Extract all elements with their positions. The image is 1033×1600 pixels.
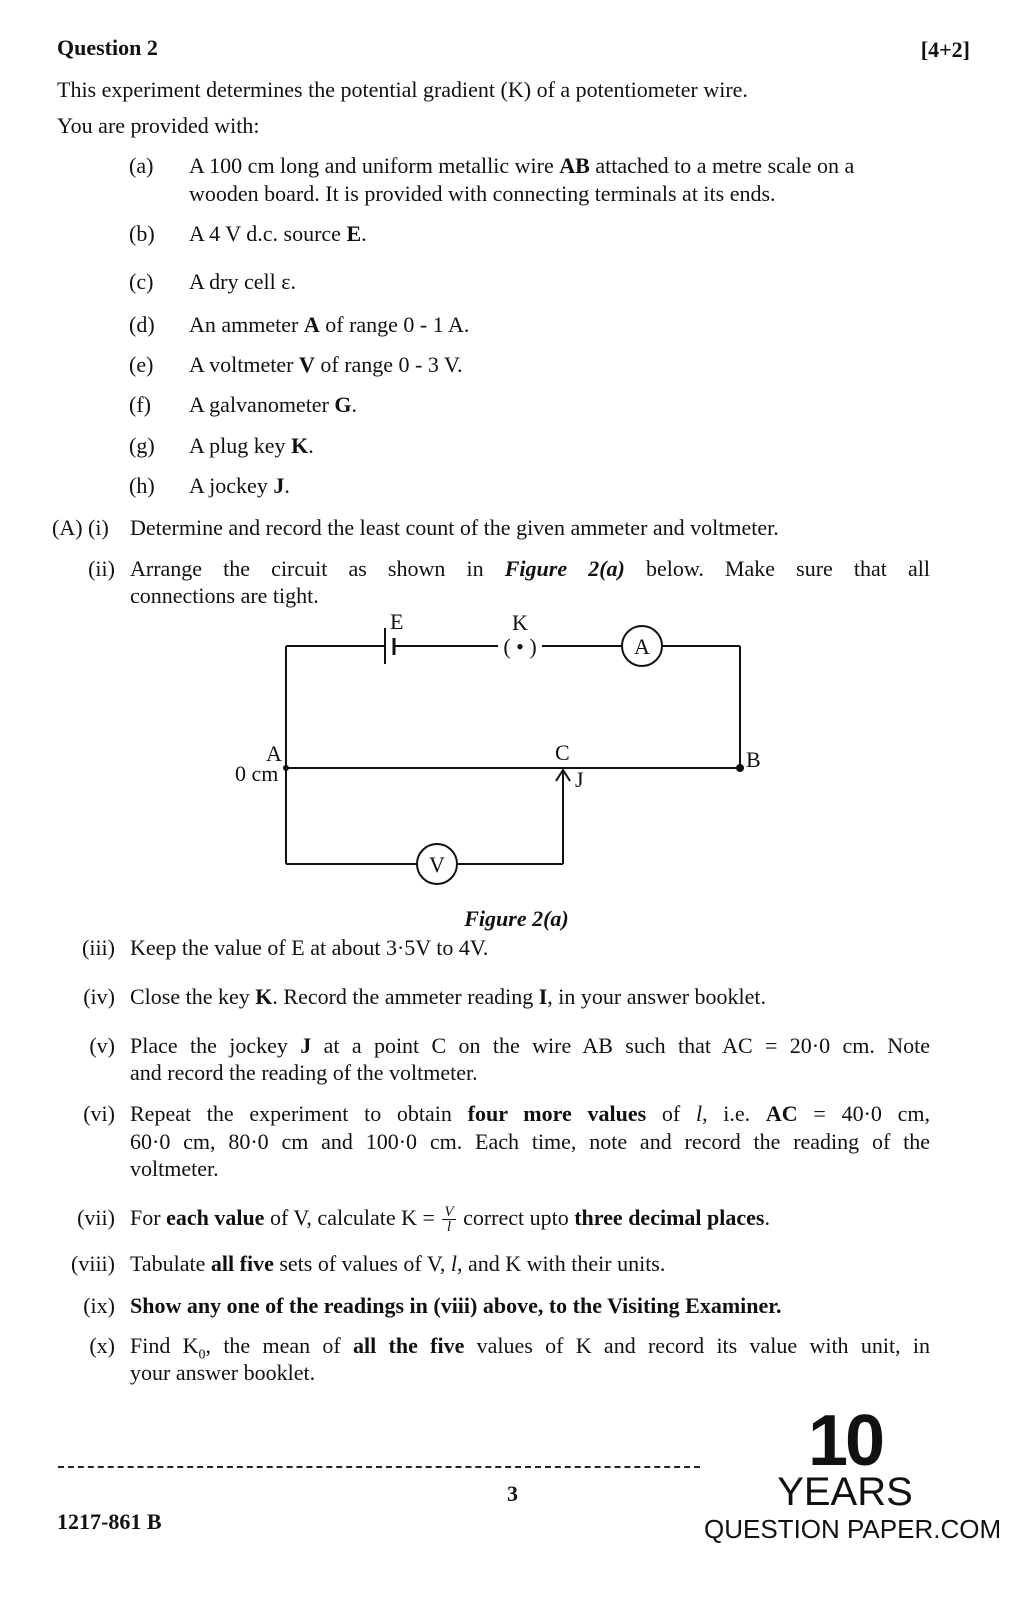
ammeter-label: A: [634, 634, 650, 659]
step-viii-label: (viii): [71, 1251, 115, 1276]
step-viii-text: Tabulate all five sets of values of V, l, and K with their units.: [130, 1251, 666, 1276]
part-a-i-text: Determine and record the least count of the given ammeter and voltmeter.: [130, 515, 779, 540]
part-a-ii-label: (ii): [88, 556, 115, 581]
item-label: (f): [129, 392, 151, 417]
step-iii-label: (iii): [82, 935, 115, 960]
step-vi-line-2: 60·0 cm, 80·0 cm and 100·0 cm. Each time, note and record the reading of the: [130, 1129, 930, 1154]
plug-key-symbol: ( • ): [503, 634, 537, 659]
step-ix-text: Show any one of the readings in (viii) above, to the Visiting Examiner.: [130, 1293, 782, 1318]
step-x-line-2: your answer booklet.: [130, 1360, 316, 1385]
label-b: B: [746, 747, 761, 772]
step-vi-line-1: Repeat the experiment to obtain four more values of l, i.e. AC = 40·0 cm,: [130, 1101, 930, 1126]
step-iii-text: Keep the value of E at about 3·5V to 4V.: [130, 935, 489, 960]
intro-line-2: You are provided with:: [57, 113, 260, 138]
marks-label: [4+2]: [920, 37, 970, 62]
step-iv-text: Close the key K. Record the ammeter reading I, in your answer booklet.: [130, 984, 767, 1009]
item-text: A 4 V d.c. source E.: [189, 221, 367, 246]
voltmeter-label: V: [429, 852, 445, 877]
step-vii-label: (vii): [77, 1205, 115, 1230]
item-text-continued: wooden board. It is provided with connecting terminals at its ends.: [189, 181, 776, 206]
step-ix-label: (ix): [83, 1293, 115, 1318]
paper-code: 1217-861 B: [57, 1509, 162, 1534]
label-e: E: [390, 609, 404, 634]
watermark-ten: 10: [807, 1401, 883, 1481]
item-text: A galvanometer G.: [189, 392, 358, 417]
page-number: 3: [507, 1481, 518, 1506]
label-k: K: [512, 610, 528, 635]
footer-divider: [58, 1466, 700, 1468]
step-v-label: (v): [89, 1033, 115, 1058]
label-c: C: [555, 740, 570, 765]
item-label: (d): [129, 312, 155, 337]
item-text: A voltmeter V of range 0 - 3 V.: [189, 352, 463, 377]
item-label: (a): [129, 153, 154, 178]
watermark-site: QUESTION PAPER.COM: [704, 1514, 1002, 1544]
item-text: A dry cell ε.: [189, 269, 296, 294]
label-a: A: [266, 741, 282, 766]
item-text: A 100 cm long and uniform metallic wire AB attached to a metre scale on a: [189, 153, 855, 178]
part-a-ii-line-1: Arrange the circuit as shown in Figure 2(a) below. Make sure that all: [130, 556, 931, 581]
step-vi-label: (vi): [83, 1101, 115, 1126]
intro-line-1: This experiment determines the potential gradient (K) of a potentiometer wire.: [57, 77, 748, 102]
figure-caption: Figure 2(a): [464, 906, 569, 931]
item-label: (g): [129, 433, 155, 458]
step-x-line-1: Find $K_0$, the mean of all the five values of K and record its value with unit, in: [130, 1333, 930, 1363]
question-title: Question 2: [57, 35, 158, 60]
step-v-line-2: and record the reading of the voltmeter.: [130, 1060, 478, 1085]
circuit-diagram: [0, 600, 1033, 910]
step-vi-line-3: voltmeter.: [130, 1156, 219, 1181]
point-a-dot: [283, 765, 289, 771]
point-b-dot: [736, 764, 744, 772]
item-text: An ammeter A of range 0 - 1 A.: [189, 312, 470, 337]
label-j: J: [575, 767, 584, 792]
step-v-line-1: Place the jockey J at a point C on the wire AB such that AC = 20·0 cm. Note: [130, 1033, 930, 1058]
item-label: (b): [129, 221, 155, 246]
step-iv-label: (iv): [83, 984, 115, 1009]
item-label: (h): [129, 473, 155, 498]
watermark-years: YEARS: [777, 1470, 913, 1514]
fraction-v-over-l: $\frac{V}{l}$: [444, 1204, 454, 1236]
part-a-i-label: (A) (i): [52, 515, 109, 540]
step-vii-text: For each value of V, calculate K = $\frac{V}{l}$ correct upto three decimal places.: [130, 1204, 770, 1236]
item-label: (e): [129, 352, 154, 377]
item-text: A plug key K.: [189, 433, 314, 458]
part-a-ii-line-2: connections are tight.: [130, 583, 319, 608]
label-zero-cm: 0 cm: [235, 761, 279, 786]
item-label: (c): [129, 269, 154, 294]
step-x-label: (x): [89, 1333, 115, 1358]
item-text: A jockey J.: [189, 473, 290, 498]
